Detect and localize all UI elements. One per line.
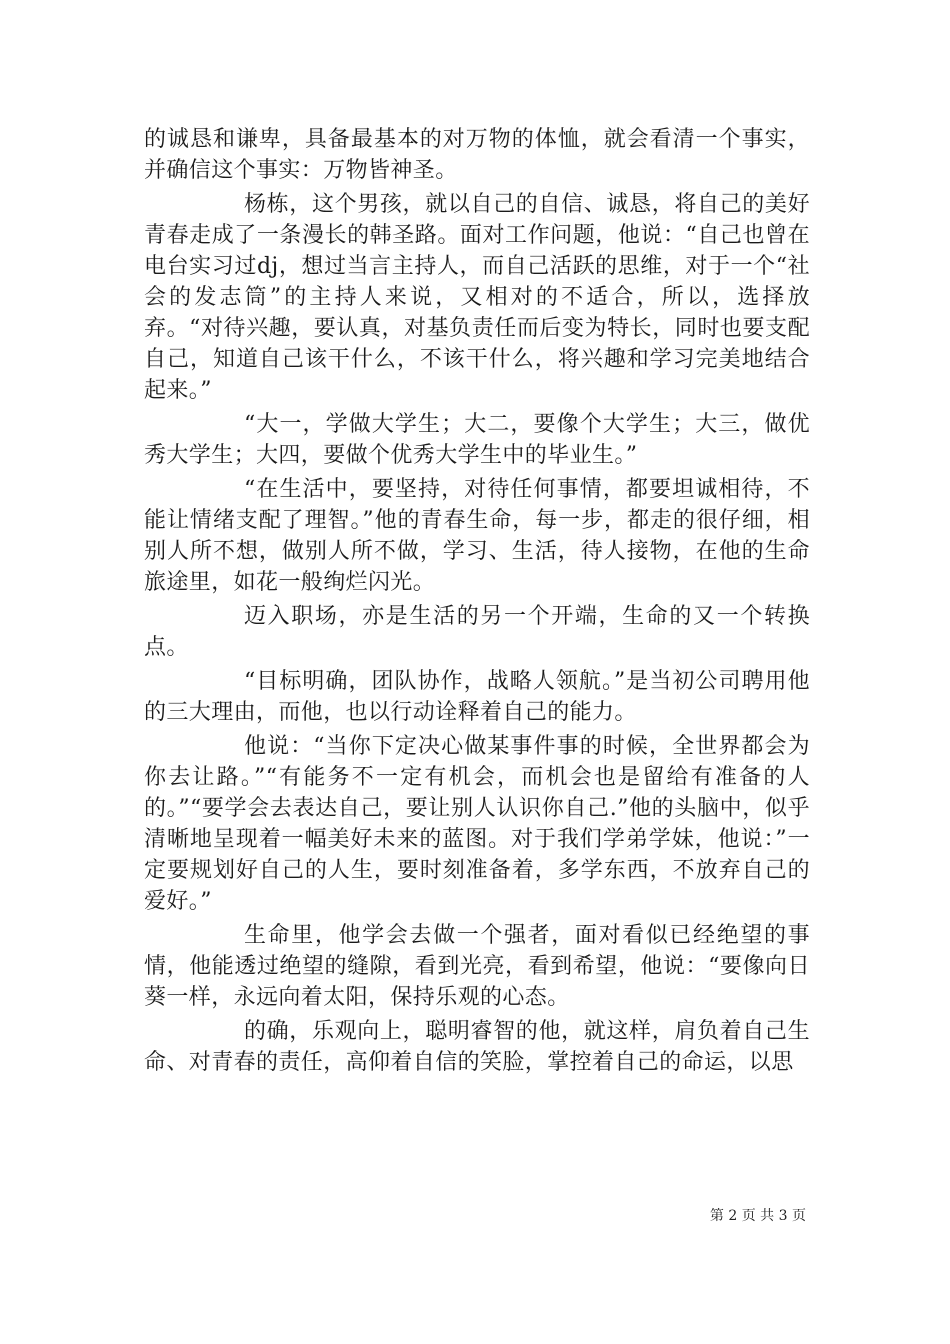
paragraph: 的确，乐观向上，聪明睿智的他，就这样，肩负着自己生命、对青春的责任，高仰着自信的笑脸，掌控着自己的命运，以思 — [144, 1019, 810, 1075]
paragraph: “在生活中，要坚持，对待任何事情，都要坦诚相待，不能让情绪支配了理智。”他的青春生命，每一步，都走的很仔细，相别人所不想，做别人所不做，学习、生活，待人接物，在他的生命旅途里，如花一般绚烂闪光。 — [144, 477, 810, 595]
paragraph: “目标明确，团队协作，战略人领航。”是当初公司聘用他的三大理由，而他，也以行动诠释着自己的能力。 — [144, 669, 810, 725]
page-number-footer: 第 2 页 共 3 页 — [709, 1208, 806, 1224]
paragraph: 迈入职场，亦是生活的另一个开端，生命的又一个转换点。 — [144, 604, 810, 660]
paragraph: 生命里，他学会去做一个强者，面对看似已经绝望的事情，他能透过绝望的缝隙，看到光亮，看到希望，他说：“要像向日葵一样，永远向着太阳，保持乐观的心态。 — [144, 923, 810, 1010]
paragraph: 的诚恳和谦卑，具备最基本的对万物的体恤，就会看清一个事实，并确信这个事实：万物皆神圣。 — [144, 127, 810, 183]
paragraph: 杨栋，这个男孩，就以自己的自信、诚恳，将自己的美好青春走成了一条漫长的韩圣路。面对工作问题，他说：“自己也曾在电台实习过dj，想过当言主持人，而自己活跃的思维，对于一个“社会的发志筒”的主持人来说，又相对的不适合，所以，选择放弃。“对待兴趣，要认真，对基负责任而后变为特长，同时也要支配自己，知道自己该干什么，不该干什么，将兴趣和学习完美地结合起来。” — [144, 192, 810, 403]
paragraph: “大一，学做大学生；大二，要像个大学生；大三，做优秀大学生；大四，要做个优秀大学生中的毕业生。” — [144, 412, 810, 468]
paragraph: 他说：“当你下定决心做某事件事的时候，全世界都会为你去让路。”“有能务不一定有机会，而机会也是留给有准备的人的。”“要学会去表达自己，要让别人认识你自己.”他的头脑中，似乎清晰地呈现着一幅美好未来的蓝图。对于我们学弟学妹，他说：”一定要规划好自己的人生，要时刻准备着，多学东西，不放弃自己的爱好。” — [144, 734, 810, 914]
document-body — [144, 124, 810, 1081]
